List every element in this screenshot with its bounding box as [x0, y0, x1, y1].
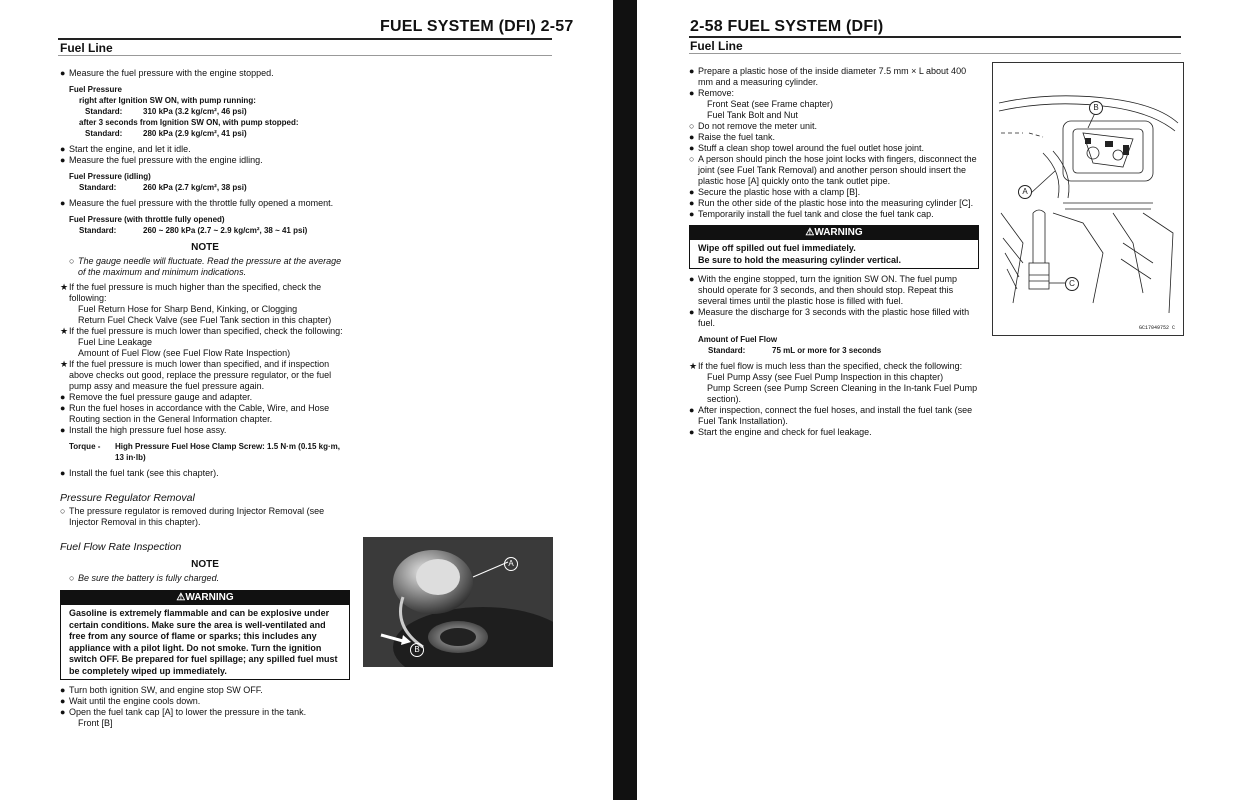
spec-open-pressure: Fuel Pressure (with throttle fully opened) Standard: 260 ~ 280 kPa (2.7 ~ 2.9 kg/cm², 38 ~ 41 psi)	[69, 215, 308, 235]
list-item: ★ If the fuel pressure is much higher than the specified, check the following:	[60, 282, 322, 303]
list-item: ○ The pressure regulator is removed during Injector Removal (see Injector Removal in this chapter).	[60, 506, 325, 527]
list-item: ● With the engine stopped, turn the ignition SW ON. The fuel pump should operate for 3 seconds, and then should stop. Repeat this several times until the plastic hose is filled with fuel.	[689, 274, 957, 306]
diagram-drawing	[993, 63, 1183, 335]
list-item: ● Start the engine and check for fuel leakage.	[689, 427, 872, 437]
list-item: ● Secure the plastic hose with a clamp [B].	[689, 187, 861, 197]
warning-triangle-icon: ⚠	[176, 592, 186, 603]
right-page	[637, 0, 1245, 800]
note-heading: NOTE	[191, 559, 219, 570]
callout-a: A	[504, 557, 518, 571]
page-header: FUEL SYSTEM (DFI) 2-57	[380, 18, 574, 35]
warning-box: ⚠WARNING Gasoline is extremely flammable and can be explosive under certain conditions. Make sure the area is well-ventilated and free from any source of flame or sparks; this includes any appliance with a pilot light. Do not smoke. Turn the ignition switch OFF. Be prepared for fuel spillage; any spilled fuel must be completely wiped up immediately.	[60, 590, 350, 680]
header-rule	[689, 36, 1181, 38]
list-item: ● Open the fuel tank cap [A] to lower the pressure in the tank.	[60, 707, 307, 717]
list-item: ● Raise the fuel tank.	[689, 132, 776, 142]
list-item: ● Remove:	[689, 88, 735, 98]
list-item: ● Measure the fuel pressure with the throttle fully opened a moment.	[60, 198, 334, 208]
page-header: 2-58 FUEL SYSTEM (DFI)	[690, 18, 884, 35]
list-item: ● Remove the fuel pressure gauge and adapter.	[60, 392, 253, 402]
list-item: ● Turn both ignition SW, and engine stop SW OFF.	[60, 685, 263, 695]
left-page	[0, 0, 613, 800]
fuel-tank-cap-photo	[363, 537, 553, 667]
star-icon: ★	[60, 282, 69, 292]
section-rule	[689, 53, 1181, 54]
list-item: ● Run the other side of the plastic hose into the measuring cylinder [C].	[689, 198, 974, 208]
right-column: ● Prepare a plastic hose of the inside diameter 7.5 mm × L about 400 mm and a measuring cylinder. ● Remove: Front Seat (see Frame chapter) Fuel Tank Bolt and Nut ○ Do not remove the meter unit. ● Raise the fuel tank. ● Stuff a clean shop towel around the fuel outlet hose joint. ○ A person should pinch the hose joint locks with fingers, disconnect the joint (see Fuel Tank Removal) and another person should insert the plastic hose [A] quickly onto the tank outlet pipe. ● Secure the plastic hose with a clamp [B]. ● Run the other side of the plastic hose into the measuring cylinder [C]. ● Temporarily install the fuel tank and close the fuel tank cap. ⚠WARNING Wipe off spilled out fuel immediately. Be sure to hold the measuring cylinder vertical. ● With the engine stopped, turn the ignition SW ON. The fuel pump should operate for 3 seconds, and then should stop. Repeat this several times until the plastic hose is filled with fuel. ● Measure the discharge for 3 seconds with the plastic hose filled with fuel. Amount of Fuel Flow Standard: 75 mL or more for 3 seconds ★ If the fuel flow is much less than the specified, check the following: Fuel Pump Assy (see Fuel Pump Inspection in this chapter) Pump Screen (see Pump Screen Cleaning in the In-tank Fuel Pump section). ● After inspection, connect the fuel hoses, and install the fuel tank (see Fuel Tank Installation). ● Start the engine and check for fuel leakage.	[689, 66, 978, 437]
note-text: ○ The gauge needle will fluctuate. Read the pressure at the average of the maximum and minimum indications.	[69, 256, 342, 277]
list-item: ● Install the high pressure fuel hose assy.	[60, 425, 227, 435]
note-heading: NOTE	[191, 242, 219, 253]
header-rule	[58, 38, 552, 40]
callout-a: A	[1018, 185, 1032, 199]
warning-triangle-icon: ⚠	[805, 227, 815, 238]
subsection-title: Pressure Regulator Removal	[60, 492, 195, 504]
list-item: ● Temporarily install the fuel tank and close the fuel tank cap.	[689, 209, 934, 219]
fuel-flow-diagram	[992, 62, 1184, 336]
list-item: ★ If the fuel pressure is much lower than specified, and if inspection above checks out good, replace the pressure regulator, or the fuel pump assy and measure the fuel pressure again.	[60, 359, 332, 391]
list-item: ● Measure the fuel pressure with the engine idling.	[60, 155, 263, 165]
list-item: ● Prepare a plastic hose of the inside diameter 7.5 mm × L about 400 mm and a measuring cylinder.	[689, 66, 967, 87]
page-gutter	[613, 0, 637, 800]
section-rule	[58, 55, 552, 56]
list-item: ● Start the engine, and let it idle.	[60, 144, 191, 154]
list-item: ● Measure the discharge for 3 seconds with the plastic hose filled with fuel.	[689, 307, 970, 328]
left-column: ● Measure the fuel pressure with the engine stopped. Fuel Pressure right after Ignition SW ON, with pump running: Standard: 310 kPa (3.2 kg/cm², 46 psi) after 3 seconds from Ignition SW ON, with pump stopped: Standard: 280 kPa (2.9 kg/cm², 41 psi) ● Start the engine, and let it idle. ● Measure the fuel pressure with the engine idling. Fuel Pressure (idling) Standard: 260 kPa (2.7 kg/cm², 38 psi) ● Measure the fuel pressure with the throttle fully opened a moment. Fuel Pressure (with throttle fully opened) Standard: 260 ~ 280 kPa (2.7 ~ 2.9 kg/cm², 38 ~ 41 psi) NOTE ○ The gauge needle will fluctuate. Read the pressure at the average of the maximum and minimum indications. ★ If the fuel pressure is much higher than the specified, check the following: Fuel Return Hose for Sharp Bend, Kinking, or Clogging Return Fuel Check Valve (see Fuel Tank section in this chapter) ★ If the fuel pressure is much lower than specified, check the following: Fuel Line Leakage Amount of Fuel Flow (see Fuel Flow Rate Inspection) ★ If the fuel pressure is much lower than specified, and if inspection above checks out good, replace the pressure regulator, or the fuel pump assy and measure the fuel pressure again. ● Remove the fuel pressure gauge and adapter. ● Run the fuel hoses in accordance with the Cable, Wire, and Hose Routing section in the General Information chapter. ● Install the high pressure fuel hose assy. Torque - High Pressure Fuel Hose Clamp Screw: 1.5 N·m (0.15 kg·m, 13 in·lb) ● Install the fuel tank (see this chapter). Pressure Regulator Removal ○ The pressure regulator is removed during Injector Removal (see Injector Removal in this chapter). Fuel Flow Rate Inspection NOTE ○ Be sure the battery is fully charged. ⚠WARNING Gasoline is extremely flammable and can be explosive under certain conditions. Make sure the area is well-ventilated and free from any source of flame or sparks; this includes any appliance with a pilot light. Do not smoke. Turn the ignition switch OFF. Be prepared for fuel spillage; any spilled fuel must be completely wiped up immediately. ● Turn both ignition SW, and engine stop SW OFF. ● Wait until the engine cools down. ● Open the fuel tank cap [A] to lower the pressure in the tank. Front [B]	[60, 68, 350, 729]
spec-fuel-pressure: Fuel Pressure right after Ignition SW ON, with pump running: Standard: 310 kPa (3.2 kg/cm², 46 psi) after 3 seconds from Ignition SW ON, with pump stopped: Standard: 280 kPa (2.9 kg/cm², 41 psi)	[69, 85, 299, 138]
list-item: ○ A person should pinch the hose joint locks with fingers, disconnect the joint (see Fuel Tank Removal) and another person should insert the plastic hose [A] quickly onto the tank outlet pipe.	[689, 154, 977, 186]
warning-box: ⚠WARNING Wipe off spilled out fuel immediately. Be sure to hold the measuring cylinder vertical.	[689, 225, 979, 269]
subsection-title: Fuel Flow Rate Inspection	[60, 541, 182, 553]
figure-code: GC17049752 C	[1139, 325, 1176, 331]
spec-fuel-flow: Amount of Fuel Flow Standard: 75 mL or more for 3 seconds	[698, 335, 882, 355]
list-item: ● Stuff a clean shop towel around the fuel outlet hose joint.	[689, 143, 924, 153]
callout-b: B	[410, 643, 424, 657]
note-text: ○ Be sure the battery is fully charged.	[69, 573, 220, 583]
tank-cap-image	[363, 537, 553, 667]
list-item: ○ Do not remove the meter unit.	[689, 121, 818, 131]
callout-b: B	[1089, 101, 1103, 115]
list-item: ● After inspection, connect the fuel hoses, and install the fuel tank (see Fuel Tank Installation).	[689, 405, 973, 426]
list-item: ● Run the fuel hoses in accordance with the Cable, Wire, and Hose Routing section in the General Information chapter.	[60, 403, 330, 424]
list-item: ★ If the fuel pressure is much lower than specified, check the following:	[60, 326, 343, 336]
list-item: ★ If the fuel flow is much less than the specified, check the following:	[689, 361, 963, 371]
callout-c: C	[1065, 277, 1079, 291]
spec-torque: Torque - High Pressure Fuel Hose Clamp Screw: 1.5 N·m (0.15 kg·m, 13 in·lb)	[69, 442, 340, 462]
list-item: ● Measure the fuel pressure with the engine stopped.	[60, 68, 274, 78]
spec-idle-pressure: Fuel Pressure (idling) Standard: 260 kPa (2.7 kg/cm², 38 psi)	[69, 172, 247, 192]
list-item: ● Wait until the engine cools down.	[60, 696, 201, 706]
section-title: Fuel Line	[60, 41, 113, 55]
bullet-icon: ●	[60, 68, 66, 78]
list-item: ● Install the fuel tank (see this chapter).	[60, 468, 219, 478]
section-title: Fuel Line	[690, 39, 743, 53]
